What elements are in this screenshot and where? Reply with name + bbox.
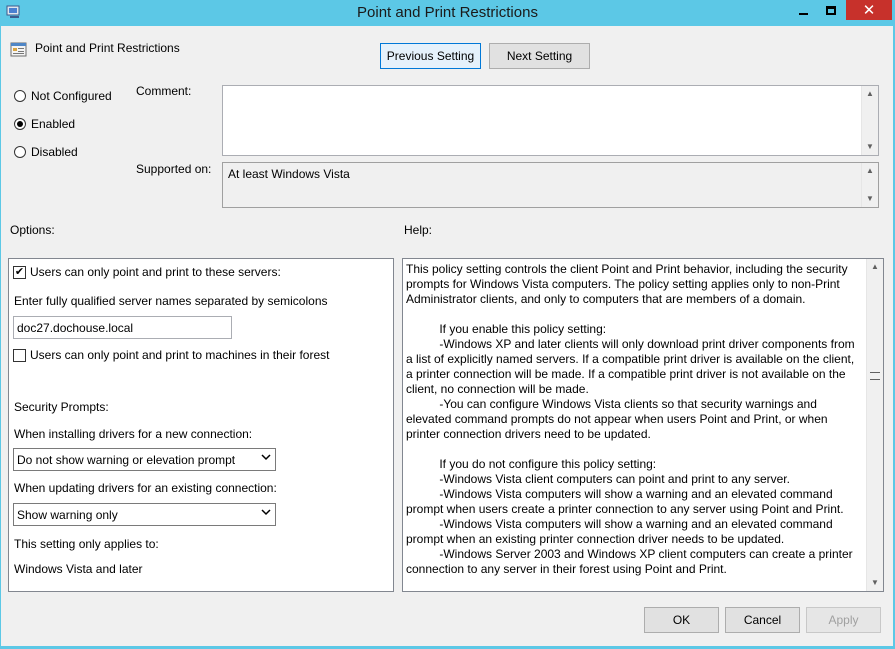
existing-connection-label: When updating drivers for an existing connection: (14, 481, 277, 495)
radio-enabled-circle[interactable] (14, 118, 26, 130)
supported-on-value: At least Windows Vista (228, 167, 350, 181)
previous-setting-button[interactable]: Previous Setting (380, 43, 481, 69)
ok-button[interactable]: OK (644, 607, 719, 633)
apply-button[interactable]: Apply (806, 607, 881, 633)
chevron-down-icon (261, 507, 271, 520)
scroll-down-icon[interactable]: ▼ (871, 578, 879, 587)
only-forest-checkbox[interactable] (13, 349, 26, 362)
chevron-down-icon (261, 452, 271, 465)
only-these-servers-checkbox[interactable] (13, 266, 26, 279)
minimize-icon (799, 13, 808, 15)
supported-on-label: Supported on: (136, 162, 212, 176)
only-forest-label: Users can only point and print to machines in their forest (30, 348, 330, 362)
supported-on-field (222, 162, 879, 208)
new-connection-value: Do not show warning or elevation prompt (17, 452, 236, 467)
window-title: Point and Print Restrictions (357, 4, 538, 21)
help-label: Help: (404, 223, 433, 237)
comment-value (223, 86, 878, 92)
new-connection-label: When installing drivers for a new connection: (14, 427, 253, 441)
comment-scrollbar[interactable] (861, 86, 878, 155)
cancel-button[interactable]: Cancel (725, 607, 800, 633)
radio-enabled[interactable] (14, 117, 75, 131)
help-scrollbar[interactable] (866, 259, 883, 591)
scroll-down-icon[interactable]: ▼ (866, 194, 874, 203)
checkmark-icon: ✔ (14, 265, 25, 278)
radio-disabled-circle[interactable] (14, 146, 26, 158)
policy-icon (10, 41, 27, 58)
scroll-thumb-grip-icon[interactable] (870, 372, 880, 380)
new-connection-select[interactable] (13, 448, 276, 471)
close-icon: ✕ (862, 1, 876, 19)
scroll-up-icon[interactable]: ▲ (871, 262, 879, 271)
only-these-servers-option[interactable] (13, 265, 281, 279)
radio-not-configured[interactable] (14, 89, 112, 103)
comment-label: Comment: (136, 84, 192, 98)
maximize-button[interactable] (818, 0, 844, 20)
radio-not-configured-circle[interactable] (14, 90, 26, 102)
scroll-up-icon[interactable]: ▲ (866, 89, 874, 98)
only-forest-option[interactable] (13, 348, 329, 362)
maximize-icon (826, 6, 836, 15)
scroll-down-icon[interactable]: ▼ (866, 142, 874, 151)
radio-selected-dot (17, 121, 23, 127)
radio-disabled-label: Disabled (31, 145, 78, 159)
policy-name: Point and Print Restrictions (35, 41, 180, 55)
radio-not-configured-label: Not Configured (31, 89, 112, 103)
scroll-up-icon[interactable]: ▲ (866, 166, 874, 175)
options-label: Options: (10, 223, 55, 237)
window-border-left (0, 26, 1, 649)
existing-connection-select[interactable] (13, 503, 276, 526)
close-button[interactable] (846, 0, 892, 20)
comment-field[interactable] (222, 85, 879, 156)
next-setting-button[interactable]: Next Setting (489, 43, 590, 69)
existing-connection-value: Show warning only (17, 507, 118, 522)
radio-enabled-label: Enabled (31, 117, 76, 131)
server-names-input[interactable]: doc27.dochouse.local (13, 316, 232, 339)
applies-value: Windows Vista and later (14, 562, 143, 576)
applies-label: This setting only applies to: (14, 537, 159, 551)
supported-scrollbar[interactable] (861, 163, 878, 207)
minimize-button[interactable] (790, 0, 816, 20)
only-these-servers-label: Users can only point and print to these servers: (30, 265, 281, 279)
server-names-label: Enter fully qualified server names separated by semicolons (14, 294, 328, 308)
help-text: This policy setting controls the client Point and Print behavior, including the security prompts for Windows Vista computers. The policy setting applies only to non-Print Administrator clients, and only to computers that are members of a domain. If you enable this policy setting: -Windows XP and later clients will only download print driver components from a list of explicitly named servers. If a compatible print driver is available on the client, a printer connection will be made. If a compatible print driver is not available on the client, no connection will be made. -You can configure Windows Vista clients so that security warnings and elevated command prompts do not appear when users Point and Print, or when printer connection drivers need to be updated. If you do not configure this policy setting: -Windows Vista client computers can point and print to any server. -Windows Vista computers will show a warning and an elevated command prompt when users create a printer connection to any server using Point and Print. -Windows Vista computers will show a warning and an elevated command prompt when an existing printer connection driver needs to be updated. -Windows Server 2003 and Windows XP client computers can create a printer connection to any server in their forest using Point and Print. (406, 262, 855, 576)
security-prompts-label: Security Prompts: (14, 400, 109, 414)
radio-disabled[interactable] (14, 145, 78, 159)
